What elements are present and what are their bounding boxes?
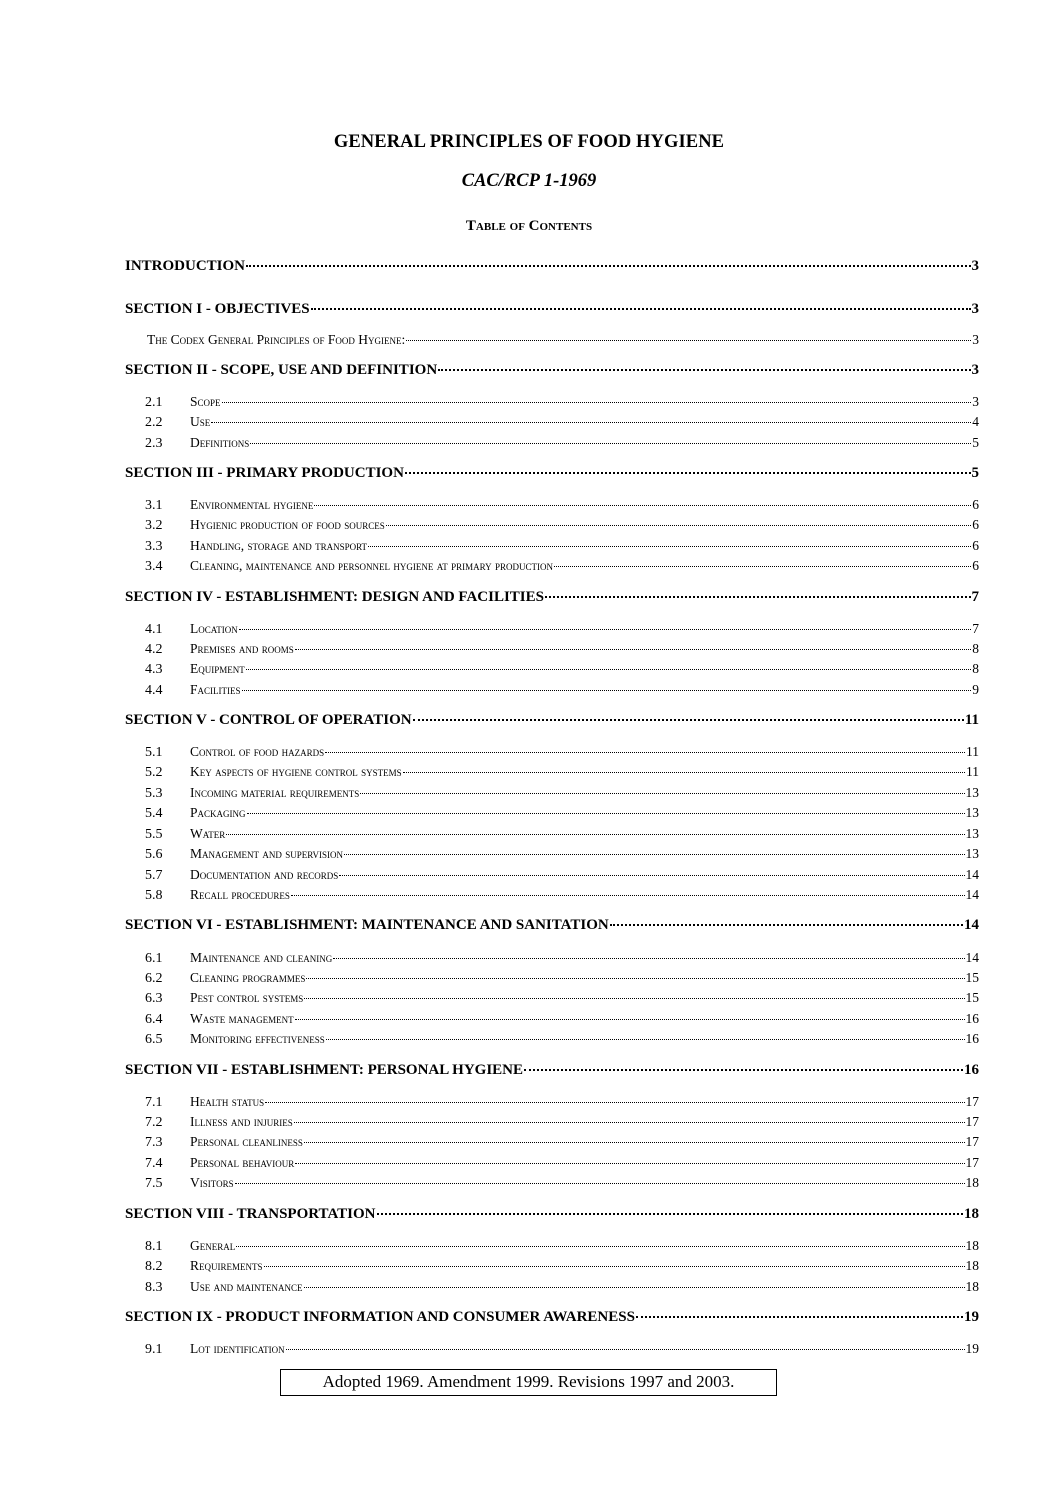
toc-subsection-entry[interactable] bbox=[125, 414, 979, 431]
toc-subsection-entry[interactable] bbox=[125, 621, 979, 638]
toc-subsection-entry[interactable] bbox=[125, 1134, 979, 1151]
toc-entry-label: Requirements bbox=[190, 1258, 263, 1273]
dot-leader bbox=[304, 1283, 965, 1288]
dot-leader bbox=[295, 1015, 965, 1020]
toc-subsection-entry[interactable] bbox=[125, 764, 979, 781]
toc-entry-page-number: 18 bbox=[965, 1238, 979, 1253]
toc-entry-page-number: 13 bbox=[965, 846, 979, 861]
dot-leader bbox=[242, 686, 972, 691]
toc-subsection-entry[interactable] bbox=[125, 538, 979, 555]
toc-entry-page-number: 13 bbox=[965, 785, 979, 800]
toc-entry-number: 2.2 bbox=[145, 415, 163, 430]
toc-entry-label: General bbox=[190, 1238, 236, 1253]
toc-entry-label: SECTION IV - ESTABLISHMENT: DESIGN AND FACILITIES bbox=[125, 589, 544, 605]
toc-entry-page-number: 19 bbox=[964, 1309, 979, 1325]
toc-entry-number: 7.5 bbox=[145, 1176, 163, 1191]
toc-entry-page-number: 3 bbox=[972, 394, 979, 409]
toc-entry-label: SECTION III - PRIMARY PRODUCTION bbox=[125, 465, 404, 481]
dot-leader bbox=[386, 521, 971, 526]
toc-subsection-entry[interactable] bbox=[125, 785, 979, 802]
toc-subsection-entry[interactable] bbox=[125, 1155, 979, 1172]
toc-entry-number: 6.1 bbox=[145, 951, 163, 966]
toc-subsection-entry[interactable] bbox=[125, 332, 979, 348]
toc-subsection-entry[interactable] bbox=[125, 517, 979, 534]
toc-entry-label: Pest control systems bbox=[190, 990, 304, 1005]
toc-entry-label: Equipment bbox=[190, 661, 245, 676]
toc-entry-page-number: 3 bbox=[972, 332, 979, 347]
toc-section-entry[interactable] bbox=[125, 258, 979, 275]
dot-leader bbox=[264, 1262, 965, 1267]
toc-entry-number: 8.1 bbox=[145, 1239, 163, 1254]
dot-leader bbox=[545, 592, 971, 598]
toc-entry-label: Maintenance and cleaning bbox=[190, 950, 333, 965]
dot-leader bbox=[304, 1138, 965, 1143]
toc-subsection-entry[interactable] bbox=[125, 970, 979, 987]
toc-entry-page-number: 16 bbox=[964, 1062, 979, 1078]
dot-leader bbox=[636, 1312, 963, 1318]
toc-entry-label: Control of food hazards bbox=[190, 744, 325, 759]
toc-entry-page-number: 14 bbox=[965, 887, 979, 902]
toc-subsection-entry[interactable] bbox=[125, 394, 979, 411]
dot-leader bbox=[377, 1209, 963, 1215]
toc-entry-page-number: 5 bbox=[971, 465, 979, 481]
toc-entry-label: SECTION I - OBJECTIVES bbox=[125, 301, 310, 317]
toc-entry-number: 6.3 bbox=[145, 991, 163, 1006]
toc-entry-number: 7.4 bbox=[145, 1156, 163, 1171]
toc-entry-page-number: 17 bbox=[965, 1155, 979, 1170]
dot-leader bbox=[554, 562, 971, 567]
toc-entry-page-number: 18 bbox=[965, 1279, 979, 1294]
toc-entry-number: 5.8 bbox=[145, 888, 163, 903]
toc-entry-label: Handling, storage and transport bbox=[190, 538, 368, 553]
toc-entry-page-number: 11 bbox=[966, 744, 979, 759]
toc-subsection-entry[interactable] bbox=[125, 826, 979, 843]
toc-entry-label: SECTION IX - PRODUCT INFORMATION AND CONSUMER AWARENESS bbox=[125, 1309, 635, 1325]
dot-leader bbox=[325, 748, 965, 753]
toc-subsection-entry[interactable] bbox=[125, 950, 979, 967]
toc-subsection-entry[interactable] bbox=[125, 805, 979, 822]
toc-subsection-entry[interactable] bbox=[125, 661, 979, 678]
dot-leader bbox=[236, 1242, 964, 1247]
dot-leader bbox=[406, 336, 971, 341]
dot-leader bbox=[314, 501, 971, 506]
toc-entry-label: Waste management bbox=[190, 1011, 294, 1026]
toc-entry-number: 6.4 bbox=[145, 1012, 163, 1027]
dot-leader bbox=[610, 920, 963, 926]
toc-entry-page-number: 17 bbox=[965, 1094, 979, 1109]
toc-entry-page-number: 18 bbox=[965, 1258, 979, 1273]
toc-entry-number: 8.2 bbox=[145, 1259, 163, 1274]
toc-heading: Table of Contents bbox=[465, 218, 593, 234]
toc-entry-page-number: 15 bbox=[965, 970, 979, 985]
toc-entry-label: SECTION VIII - TRANSPORTATION bbox=[125, 1206, 376, 1222]
toc-entry-label: Environmental hygiene bbox=[190, 497, 314, 512]
toc-subsection-entry[interactable] bbox=[125, 867, 979, 884]
toc-entry-page-number: 19 bbox=[965, 1341, 979, 1356]
dot-leader bbox=[405, 468, 971, 474]
toc-entry-label: Hygienic production of food sources bbox=[190, 517, 385, 532]
toc-entry-number: 5.4 bbox=[145, 806, 163, 821]
toc-entry-page-number: 8 bbox=[972, 661, 979, 676]
dot-leader bbox=[286, 1345, 965, 1350]
toc-entry-page-number: 17 bbox=[965, 1114, 979, 1129]
toc-entry-label: Location bbox=[190, 621, 238, 636]
toc-entry-number: 3.2 bbox=[145, 518, 163, 533]
toc-entry-label: Visitors bbox=[190, 1175, 234, 1190]
toc-entry-label: Use bbox=[190, 414, 211, 429]
toc-entry-number: 3.3 bbox=[145, 539, 163, 554]
toc-subsection-entry[interactable] bbox=[125, 1011, 979, 1028]
toc-entry-page-number: 16 bbox=[965, 1031, 979, 1046]
toc-section-entry[interactable] bbox=[125, 1309, 979, 1326]
document-code: CAC/RCP 1-1969 bbox=[461, 171, 597, 191]
dot-leader bbox=[226, 830, 964, 835]
toc-subsection-entry[interactable] bbox=[125, 1279, 979, 1296]
toc-entry-page-number: 3 bbox=[971, 362, 979, 378]
toc-entry-number: 6.2 bbox=[145, 971, 163, 986]
toc-entry-page-number: 13 bbox=[965, 805, 979, 820]
toc-entry-number: 5.2 bbox=[145, 765, 163, 780]
toc-entry-label: The Codex General Principles of Food Hygiene: bbox=[147, 332, 406, 347]
toc-entry-number: 6.5 bbox=[145, 1032, 163, 1047]
toc-entry-page-number: 6 bbox=[972, 558, 979, 573]
toc-entry-label: SECTION II - SCOPE, USE AND DEFINITION bbox=[125, 362, 438, 378]
toc-subsection-entry[interactable] bbox=[125, 1341, 979, 1358]
dot-leader bbox=[413, 715, 964, 721]
toc-entry-label: Recall procedures bbox=[190, 887, 290, 902]
toc-section-entry[interactable] bbox=[125, 362, 979, 379]
toc-section-entry[interactable] bbox=[125, 1206, 979, 1223]
toc-entry-label: Packaging bbox=[190, 805, 246, 820]
toc-subsection-entry[interactable] bbox=[125, 1258, 979, 1275]
toc-entry-page-number: 14 bbox=[964, 917, 979, 933]
table-of-contents bbox=[125, 0, 979, 1497]
toc-entry-page-number: 3 bbox=[971, 258, 979, 274]
toc-subsection-entry[interactable] bbox=[125, 1175, 979, 1192]
dot-leader bbox=[368, 542, 971, 547]
toc-subsection-entry[interactable] bbox=[125, 558, 979, 575]
toc-entry-page-number: 18 bbox=[965, 1175, 979, 1190]
dot-leader bbox=[295, 1159, 964, 1164]
toc-entry-page-number: 17 bbox=[965, 1134, 979, 1149]
toc-entry-label: Scope bbox=[190, 394, 221, 409]
toc-entry-label: Incoming material requirements bbox=[190, 785, 360, 800]
toc-entry-label: Premises and rooms bbox=[190, 641, 294, 656]
dot-leader bbox=[246, 665, 972, 670]
toc-entry-page-number: 18 bbox=[964, 1206, 979, 1222]
dot-leader bbox=[326, 1035, 965, 1040]
toc-entry-number: 2.1 bbox=[145, 395, 163, 410]
toc-entry-label: Water bbox=[190, 826, 226, 841]
toc-entry-page-number: 7 bbox=[972, 621, 979, 636]
toc-entry-page-number: 6 bbox=[972, 517, 979, 532]
toc-entry-number: 5.1 bbox=[145, 745, 163, 760]
toc-entry-page-number: 15 bbox=[965, 990, 979, 1005]
toc-entry-label: Lot identification bbox=[190, 1341, 285, 1356]
dot-leader bbox=[211, 418, 971, 423]
toc-entry-number: 5.6 bbox=[145, 847, 163, 862]
toc-entry-page-number: 9 bbox=[972, 682, 979, 697]
toc-subsection-entry[interactable] bbox=[125, 1094, 979, 1111]
document-title: GENERAL PRINCIPLES OF FOOD HYGIENE bbox=[333, 132, 725, 152]
toc-subsection-entry[interactable] bbox=[125, 1114, 979, 1131]
toc-entry-label: INTRODUCTION bbox=[125, 258, 246, 274]
dot-leader bbox=[344, 850, 964, 855]
toc-entry-label: Personal behaviour bbox=[190, 1155, 295, 1170]
dot-leader bbox=[339, 871, 964, 876]
dot-leader bbox=[247, 809, 965, 814]
dot-leader bbox=[311, 304, 971, 310]
dot-leader bbox=[524, 1065, 963, 1071]
toc-entry-number: 9.1 bbox=[145, 1342, 163, 1357]
toc-entry-number: 3.1 bbox=[145, 498, 163, 513]
dot-leader bbox=[438, 365, 970, 371]
toc-subsection-entry[interactable] bbox=[125, 497, 979, 514]
toc-entry-label: Illness and injuries bbox=[190, 1114, 293, 1129]
dot-leader bbox=[403, 768, 965, 773]
toc-entry-page-number: 5 bbox=[972, 435, 979, 450]
toc-entry-label: Documentation and records bbox=[190, 867, 339, 882]
toc-entry-number: 4.2 bbox=[145, 642, 163, 657]
toc-entry-number: 7.2 bbox=[145, 1115, 163, 1130]
toc-subsection-entry[interactable] bbox=[125, 887, 979, 904]
toc-entry-page-number: 14 bbox=[965, 867, 979, 882]
toc-subsection-entry[interactable] bbox=[125, 435, 979, 452]
dot-leader bbox=[235, 1179, 965, 1184]
toc-entry-page-number: 6 bbox=[972, 497, 979, 512]
toc-section-entry[interactable] bbox=[125, 465, 979, 482]
toc-entry-label: SECTION VI - ESTABLISHMENT: MAINTENANCE AND SANITATION bbox=[125, 917, 609, 933]
dot-leader bbox=[291, 891, 965, 896]
toc-entry-label: Health status bbox=[190, 1094, 265, 1109]
dot-leader bbox=[295, 645, 971, 650]
toc-entry-page-number: 6 bbox=[972, 538, 979, 553]
toc-entry-label: Use and maintenance bbox=[190, 1279, 303, 1294]
toc-subsection-entry[interactable] bbox=[125, 990, 979, 1007]
dot-leader bbox=[265, 1098, 964, 1103]
toc-entry-page-number: 11 bbox=[966, 764, 979, 779]
toc-entry-number: 7.3 bbox=[145, 1135, 163, 1150]
toc-entry-page-number: 3 bbox=[971, 301, 979, 317]
toc-entry-page-number: 7 bbox=[971, 589, 979, 605]
dot-leader bbox=[222, 398, 972, 403]
toc-entry-page-number: 13 bbox=[965, 826, 979, 841]
toc-entry-number: 4.4 bbox=[145, 683, 163, 698]
toc-section-entry[interactable] bbox=[125, 712, 979, 729]
toc-subsection-entry[interactable] bbox=[125, 846, 979, 863]
dot-leader bbox=[304, 994, 964, 999]
toc-entry-label: Management and supervision bbox=[190, 846, 344, 861]
toc-subsection-entry[interactable] bbox=[125, 744, 979, 761]
toc-entry-number: 4.1 bbox=[145, 622, 163, 637]
toc-entry-label: Definitions bbox=[190, 435, 250, 450]
toc-entry-number: 5.7 bbox=[145, 868, 163, 883]
toc-section-entry[interactable] bbox=[125, 1062, 979, 1079]
toc-entry-label: Facilities bbox=[190, 682, 241, 697]
toc-entry-label: Monitoring effectiveness bbox=[190, 1031, 325, 1046]
toc-entry-page-number: 16 bbox=[965, 1011, 979, 1026]
toc-entry-label: Key aspects of hygiene control systems bbox=[190, 764, 402, 779]
toc-entry-number: 3.4 bbox=[145, 559, 163, 574]
toc-subsection-entry[interactable] bbox=[125, 641, 979, 658]
dot-leader bbox=[246, 261, 970, 267]
toc-entry-page-number: 8 bbox=[972, 641, 979, 656]
adoption-note: Adopted 1969. Amendment 1999. Revisions 1997 and 2003. bbox=[280, 1369, 777, 1396]
toc-entry-number: 4.3 bbox=[145, 662, 163, 677]
toc-section-entry[interactable] bbox=[125, 917, 979, 934]
toc-entry-page-number: 11 bbox=[964, 712, 979, 728]
toc-subsection-entry[interactable] bbox=[125, 682, 979, 699]
toc-entry-page-number: 4 bbox=[972, 414, 979, 429]
toc-entry-number: 5.5 bbox=[145, 827, 163, 842]
toc-entry-number: 2.3 bbox=[145, 436, 163, 451]
toc-entry-number: 7.1 bbox=[145, 1095, 163, 1110]
dot-leader bbox=[294, 1118, 965, 1123]
toc-entry-label: SECTION VII - ESTABLISHMENT: PERSONAL HYGIENE bbox=[125, 1062, 524, 1078]
toc-section-entry[interactable] bbox=[125, 301, 979, 318]
toc-entry-label: Cleaning, maintenance and personnel hygiene at primary production bbox=[190, 558, 553, 573]
toc-entry-number: 8.3 bbox=[145, 1280, 163, 1295]
toc-entry-label: Cleaning programmes bbox=[190, 970, 306, 985]
dot-leader bbox=[360, 789, 964, 794]
toc-entry-label: SECTION V - CONTROL OF OPERATION bbox=[125, 712, 412, 728]
toc-subsection-entry[interactable] bbox=[125, 1238, 979, 1255]
toc-entry-label: Personal cleanliness bbox=[190, 1134, 303, 1149]
toc-subsection-entry[interactable] bbox=[125, 1031, 979, 1048]
toc-entry-page-number: 14 bbox=[965, 950, 979, 965]
dot-leader bbox=[333, 954, 964, 959]
toc-section-entry[interactable] bbox=[125, 589, 979, 606]
toc-entry-number: 5.3 bbox=[145, 786, 163, 801]
dot-leader bbox=[250, 439, 971, 444]
dot-leader bbox=[306, 974, 964, 979]
dot-leader bbox=[239, 625, 972, 630]
